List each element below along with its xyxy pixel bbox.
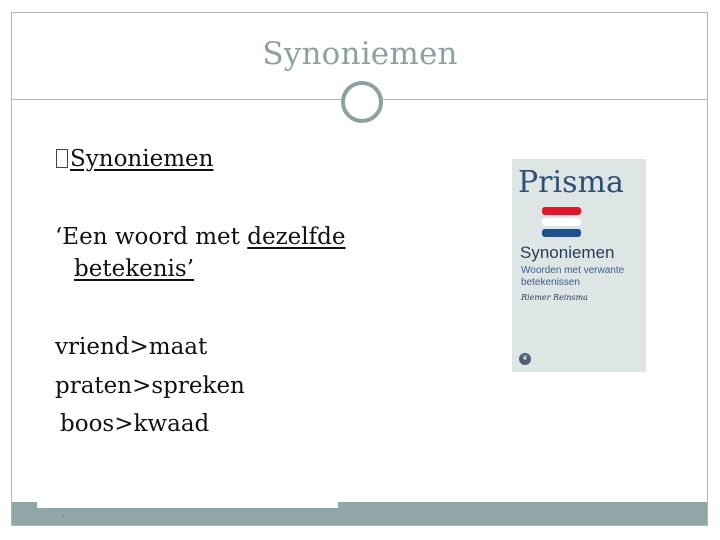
book-subtitle xyxy=(521,265,624,289)
definition-underlined: dezelfde xyxy=(247,224,346,250)
definition-line-1 xyxy=(55,224,346,250)
title-divider-right xyxy=(381,99,707,100)
example-item: boos>kwaad xyxy=(60,411,210,437)
circle-ornament-icon xyxy=(341,81,383,123)
publisher-logo-icon: ❦ xyxy=(519,353,531,365)
book-subtitle-line-2: betekenissen xyxy=(521,277,580,288)
footer-highlight xyxy=(37,502,338,508)
example-item: vriend>maat xyxy=(55,334,208,360)
bullet-heading xyxy=(56,146,213,172)
book-cover-image xyxy=(512,159,646,372)
footer-mark xyxy=(63,515,64,516)
bullet-heading-text: Synoniemen xyxy=(70,146,214,172)
slide-title: Synoniemen xyxy=(262,36,458,72)
book-author: Riemer Reinsma xyxy=(521,293,588,302)
definition-line-2-text: betekenis’ xyxy=(74,256,195,282)
book-brand: Prisma xyxy=(518,165,624,200)
definition-prefix: ‘Een woord met xyxy=(55,224,248,250)
flag-stripe-red xyxy=(542,207,581,215)
book-subtitle-line-1: Woorden met verwante xyxy=(521,265,625,276)
flag-stripe-blue xyxy=(542,229,581,237)
example-item: praten>spreken xyxy=(55,373,245,399)
book-title: Synoniemen xyxy=(520,243,615,262)
flag-stripe-white xyxy=(542,218,581,226)
bullet-box-icon xyxy=(56,149,68,168)
definition-line-2 xyxy=(74,256,194,282)
title-divider-left xyxy=(12,99,341,100)
